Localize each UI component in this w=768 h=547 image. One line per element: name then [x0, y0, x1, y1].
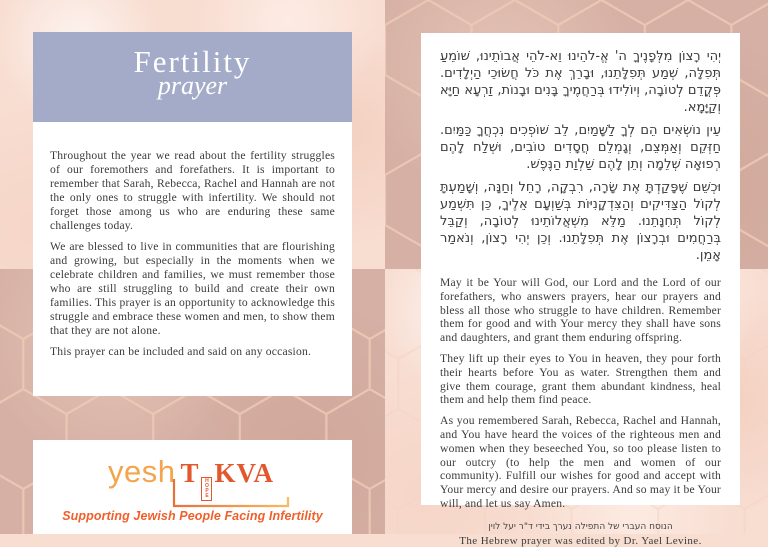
- hope-letter: P: [205, 488, 209, 495]
- editor-credit: [440, 522, 721, 547]
- prayer-card: [421, 33, 740, 547]
- logo-tikva-text: [177, 460, 277, 501]
- logo-letter-t: T: [180, 458, 200, 488]
- yesh-tikva-logo: [107, 454, 277, 501]
- logo-yesh-text: yesh: [107, 454, 176, 489]
- english-prayer-paragraph: As you remembered Sarah, Rebecca, Rachel and Hannah, and You have heard the voices of the righteous men and women when they beseeched You, so too please listen to our outcry (to help the men and women of our community). Fulfill our wishes for good and accept with Your mercy and desire our prayers. And so may it be Your will, and let us say Amen.: [440, 414, 721, 510]
- hebrew-prayer-paragraph: יְהִי רָצוֹן מִלְּפָנֶיךָ ה' אֱ-לֹהֵינוּ וֵא-לֹהֵי אֲבוֹתֵינוּ, שׁוֹמֵעַ תְּפִלָּה, שְׁמַע תְּפִלָּתֵנוּ, וּבָרֵךְ אֶת כֹּל חֲשׂוּכֵי הַיְלָדִים. פְּקֳדֵם לְטוֹבָה, וְיוֹלִידוּ בְּרַחֲמֶיךָ בָּנִים וּבָנוֹת, זַרְעָא חַיָּא וְקַיָּמָא.: [440, 49, 721, 115]
- page-title: Fertility: [133, 44, 252, 79]
- english-prayer-paragraph: They lift up their eyes to You in heaven, they pour forth their hearts before You as water. Strengthen them and give them courage, grant them abundant kindness, heal them and help them find peace.: [440, 351, 721, 407]
- logo-card: [33, 440, 352, 534]
- hebrew-prayer-paragraph: וּכְשֵׁם שֶׁפָּקַדְתָּ אֶת שָׂרָה, רִבְקָה, רָחֵל וְחַנָּה, וְשָׁמַעְתָּ לְקוֹל הַצַּדִּיקִים וְהַצִּדְקָנִיּוֹת בְּשַׁוְעָם אֵלֶיךָ, כֵּן תִּשְׁמַע לְקוֹל תְּחִנָּתֵנוּ. מַלֵּא מִשְׁאֲלוֹתֵינוּ לְטוֹבָה, וְקַבֵּל בְּרַחֲמִים וּבְרָצוֹן אֶת תְּפִלָּתֵנוּ. וְכֵן יְהִי רָצוֹן, וְנֹאמַר אָמֵן.: [440, 180, 721, 263]
- logo-letters-kva: KVA: [214, 458, 275, 488]
- title-card: [33, 32, 352, 122]
- intro-paragraph: This prayer can be included and said on any occasion.: [50, 345, 312, 358]
- tikva-underline-bracket: [172, 475, 294, 509]
- logo-tagline: Supporting Jewish People Facing Infertility: [62, 509, 323, 523]
- editor-credit-english: The Hebrew prayer was edited by Dr. Yael Levine.: [459, 534, 702, 547]
- intro-paragraph: We are blessed to live in communities that are flourishing and growing, but especially in the moments when we celebrate children and families, we must remember those who are still struggling to build and create their own families. This prayer is an opportunity to acknowledge this struggle and embrace these women and men, to show them that they are not alone.: [50, 240, 335, 337]
- intro-paragraph: Throughout the year we read about the fertility struggles of our foremothers and forefathers. It is important to remember that Sarah, Rebecca, Rachel and Hannah are not the only ones to struggle with infertility. We should not forget those among us who are enduring these same challenges today.: [50, 149, 335, 232]
- english-translation: [440, 276, 721, 511]
- hebrew-prayer-paragraph: עֵין נוֹשְׂאִים הֵם לְךָ לַשָּׁמַיִם, לֵב שׁוֹפְכִים נִכְחֲךָ כַּמַּיִם. חַזְּקֵם וְאַמְּצֵם, וְגָמְלֵם חֲסָדִים טוֹבִים, וּשְׁלַח לָהֶם רְפוּאָה שְׁלֵמָה וְתֵן לָהֶם שַׁלְוַת הַנֶּפֶשׁ.: [440, 123, 721, 172]
- editor-credit-hebrew: הנוסח העברי של התפילה נערך בידי ד"ר יעל לוין: [488, 521, 673, 532]
- hope-letter: H: [205, 478, 209, 484]
- hope-letter: O: [205, 483, 209, 490]
- english-prayer-paragraph: May it be Your will God, our Lord and the Lord of our forefathers, who answers prayers, hear our prayers and bless all those who struggle to have children. Remember them for good and with Your mercy they shall have sons and daughters, and grant them enduring offspring.: [440, 276, 721, 345]
- hope-letter: E: [205, 493, 209, 500]
- page-subtitle: prayer: [157, 71, 228, 100]
- intro-card: [33, 122, 352, 396]
